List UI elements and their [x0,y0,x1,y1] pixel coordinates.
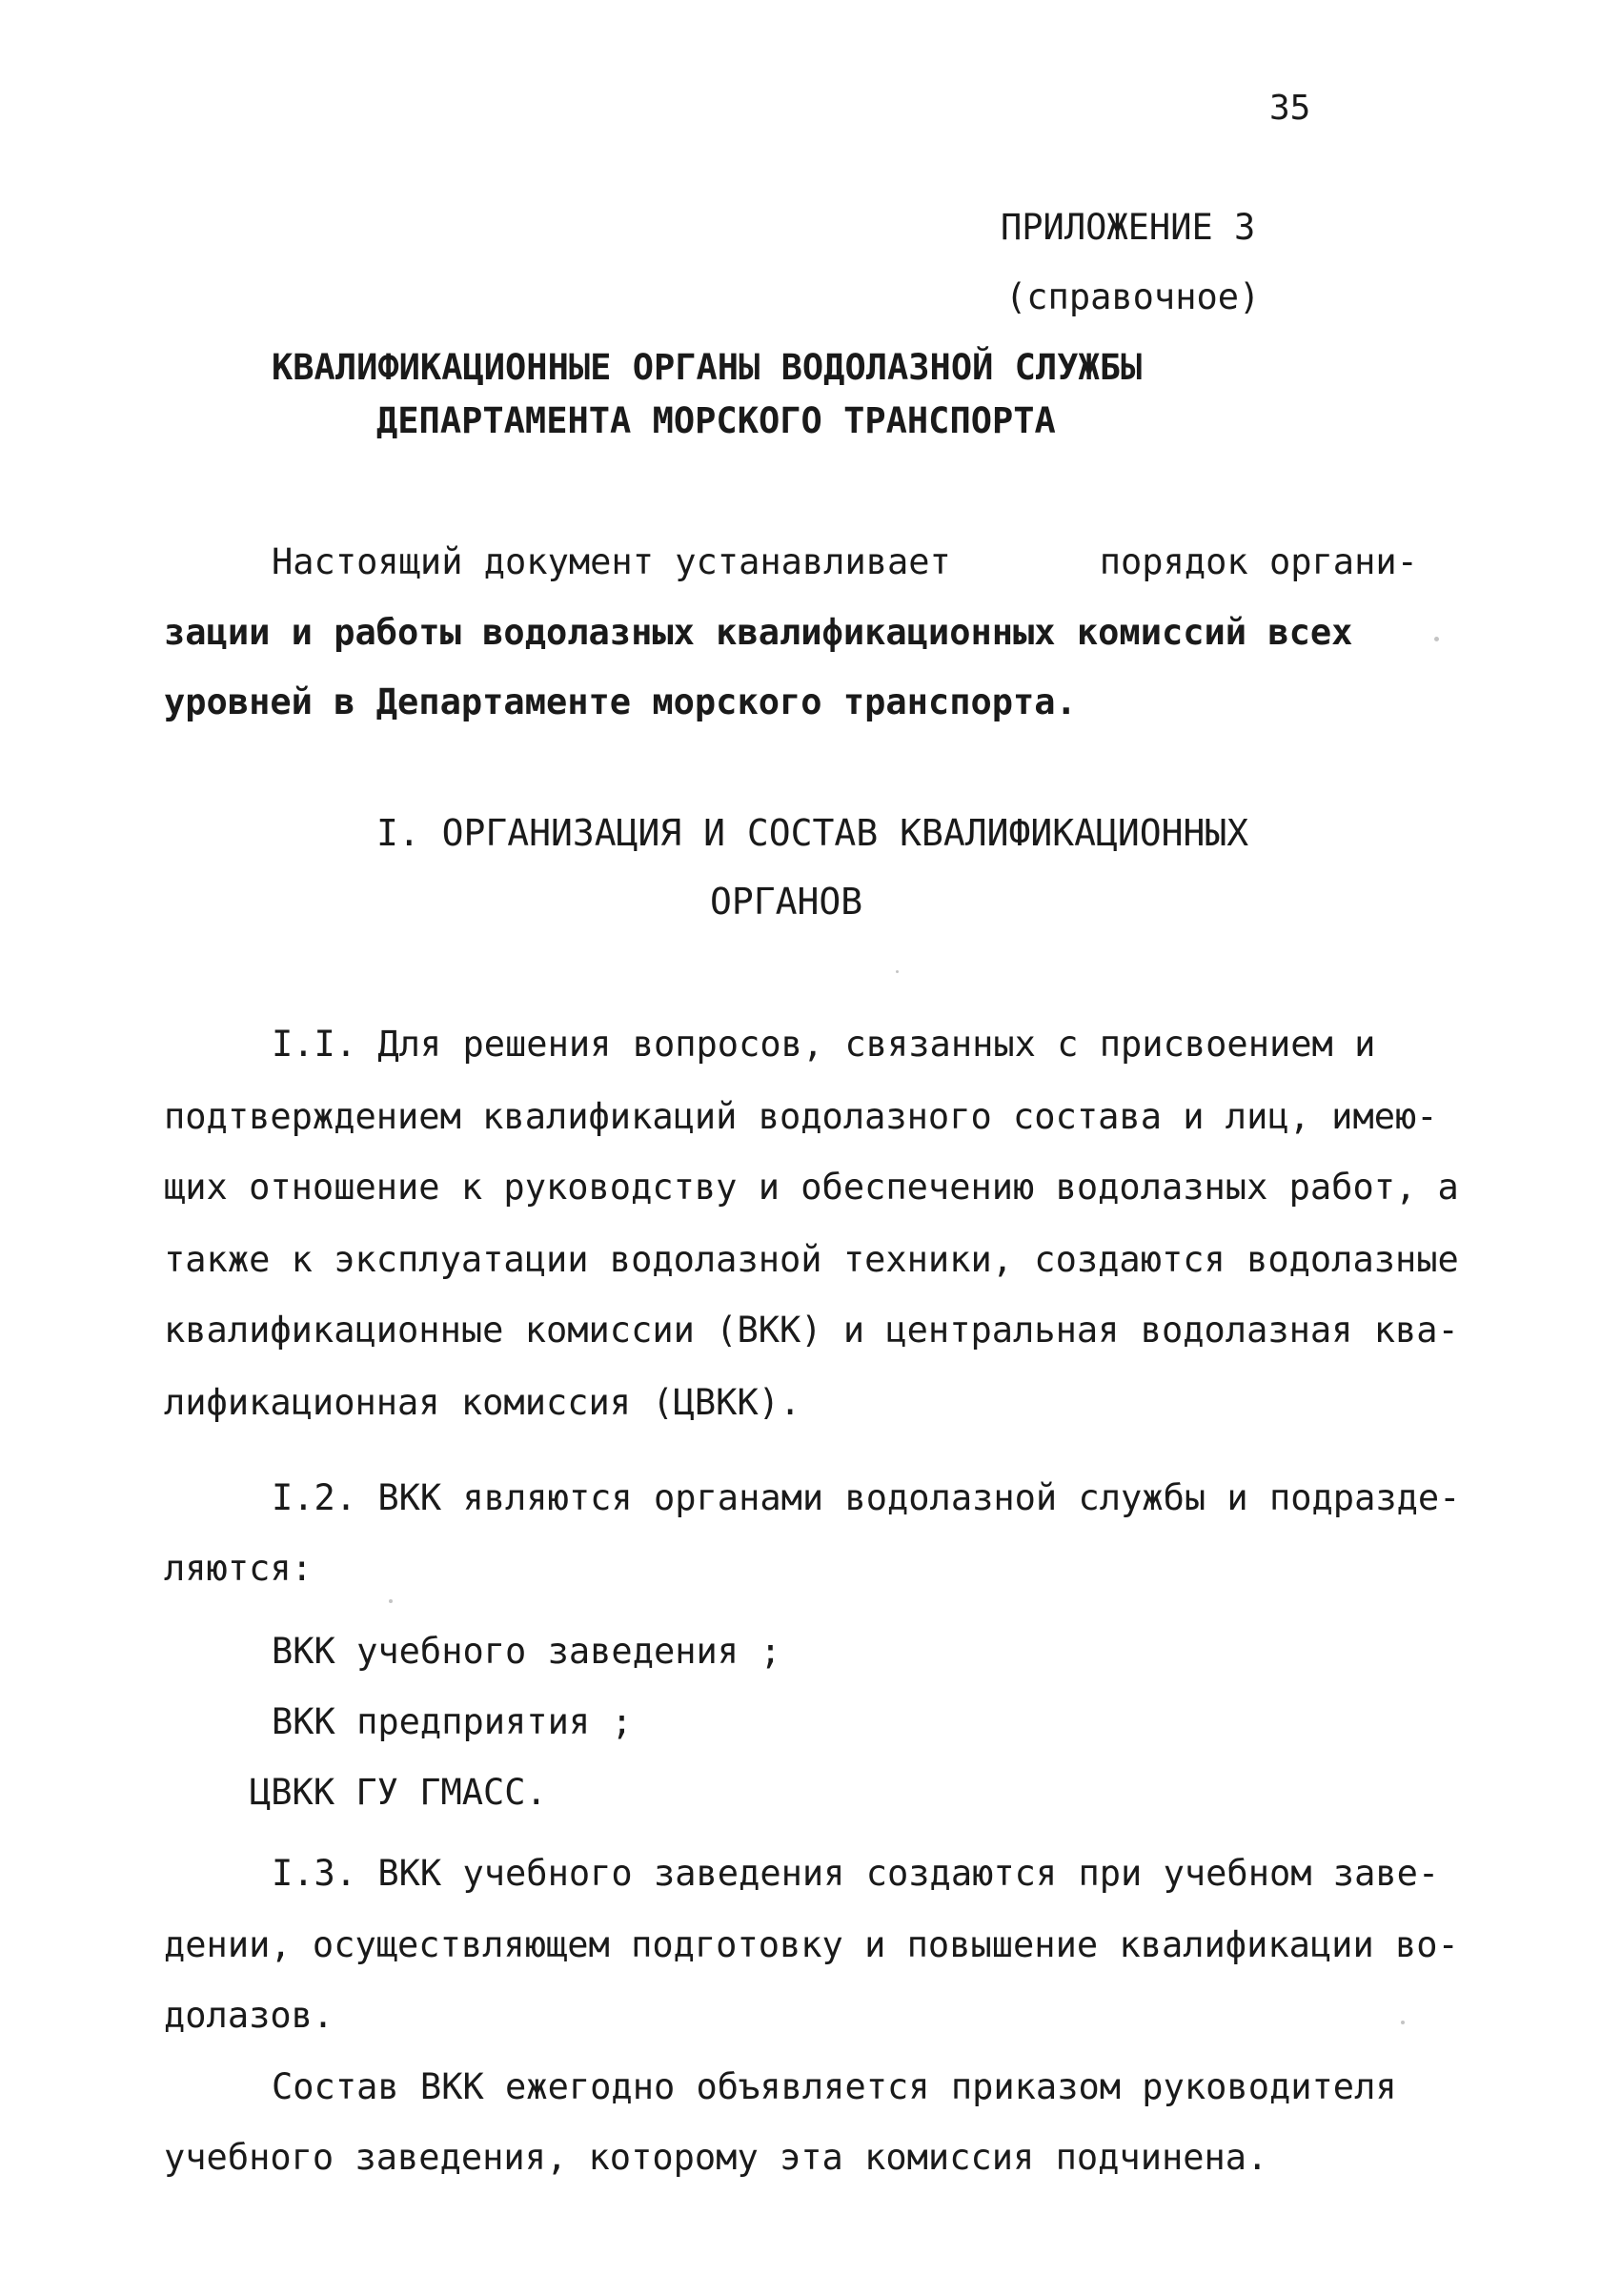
intro-line: уровней в Департаменте морского транспорта. [164,681,1077,722]
intro-line: Настоящий документ устанавливает порядок органи- [272,541,1418,582]
appendix-note: (справочное) [1005,276,1261,317]
clause-1-3-composition-line: учебного заведения, которому эта комиссия подчинена. [164,2137,1268,2178]
clause-1-1-line: I.I. Для решения вопросов, связанных с присвоением и [272,1024,1376,1065]
appendix-title: ПРИЛОЖЕНИЕ 3 [1001,207,1256,248]
clause-1-1-line: квалификационные комиссии (ВКК) и центральная водолазная ква- [164,1310,1459,1351]
clause-1-2-list-item: ВКК предприятия ; [272,1701,633,1742]
scan-speck [389,1599,393,1603]
page-number: 35 [1269,89,1311,128]
scan-speck [1434,637,1439,641]
clause-1-1-line: подтверждением квалификаций водолазного состава и лиц, имею- [164,1096,1438,1137]
section-heading-line-1: I. ОРГАНИЗАЦИЯ И СОСТАВ КВАЛИФИКАЦИОННЫХ [376,812,1249,854]
clause-1-1-line: лификационная комиссия (ЦВКК). [164,1382,801,1423]
section-heading-line-2: ОРГАНОВ [710,881,863,923]
document-title-line-2: ДЕПАРТАМЕНТА МОРСКОГО ТРАНСПОРТА [376,400,1056,441]
clause-1-2-list-item: ВКК учебного заведения ; [272,1631,781,1672]
clause-1-3-line: долазов. [164,1995,334,2036]
clause-1-3-line: дении, осуществляющем подготовку и повышение квалификации во- [164,1924,1459,1965]
clause-1-2-list-item: ЦВКК ГУ ГМАСС. [250,1772,547,1813]
scan-speck [1401,2021,1405,2024]
scan-speck [896,970,899,973]
clause-1-3-line: I.3. ВКК учебного заведения создаются при учебном заве- [272,1853,1440,1894]
document-title-line-1: КВАЛИФИКАЦИОННЫЕ ОРГАНЫ ВОДОЛАЗНОЙ СЛУЖБЫ [272,347,1143,388]
clause-1-3-composition-line: Состав ВКК ежегодно объявляется приказом руководителя [272,2066,1397,2107]
clause-1-1-line: также к эксплуатации водолазной техники, создаются водолазные [164,1239,1459,1280]
clause-1-1-line: щих отношение к руководству и обеспечению водолазных работ, а [164,1167,1459,1208]
clause-1-2-line: ляются: [164,1548,313,1589]
intro-line: зации и работы водолазных квалификационных комиссий всех [164,612,1353,653]
clause-1-2-line: I.2. ВКК являются органами водолазной службы и подразде- [272,1477,1461,1518]
